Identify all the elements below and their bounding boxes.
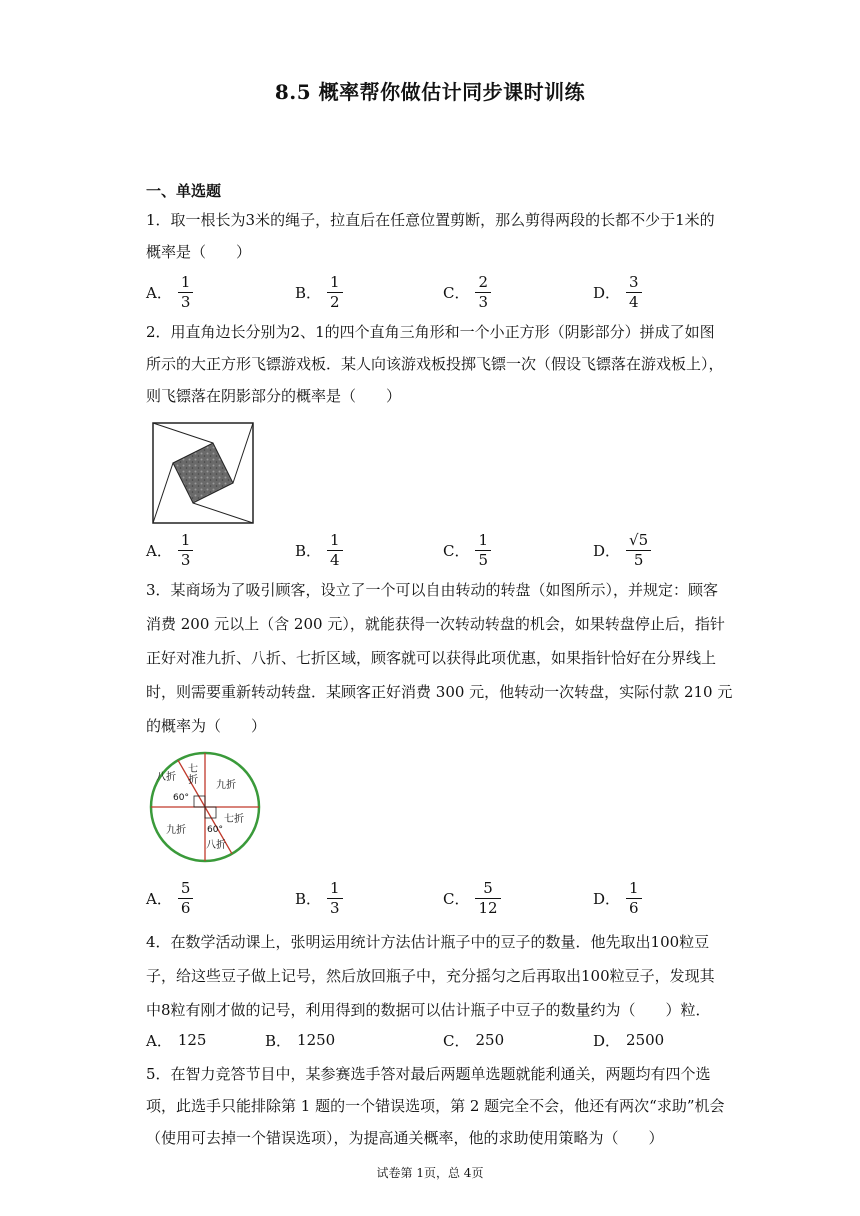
- denominator: 4: [330, 550, 340, 569]
- wheel-angle-top: 60°: [173, 793, 189, 803]
- q3-option-d[interactable]: [593, 876, 642, 920]
- option-label: D．: [593, 1031, 621, 1050]
- wheel-label-eight-top: 八折: [156, 772, 176, 783]
- denominator: 2: [330, 292, 340, 311]
- numerator: 1: [180, 272, 191, 291]
- fraction: [475, 531, 491, 570]
- option-value: 2500: [626, 1031, 665, 1049]
- denominator: 6: [180, 898, 191, 917]
- option-label: D．: [593, 283, 621, 302]
- numerator: 1: [330, 530, 340, 549]
- fraction: [178, 273, 194, 312]
- q5-line-2: 项，此选手只能排除第 1 题的一个错误选项，第 2 题完全不会，他还有两次“求助”机会: [146, 1097, 725, 1115]
- q4-line-1: 4．在数学活动课上，张明运用统计方法估计瓶子中的豆子的数量．他先取出100粒豆: [146, 933, 710, 951]
- q2-option-a[interactable]: [146, 528, 193, 572]
- q3-line-1: 3．某商场为了吸引顾客，设立了一个可以自由转动的转盘（如图所示），并规定：顾客: [146, 581, 719, 599]
- q4-line-2: 子，给这些豆子做上记号，然后放回瓶子中，充分摇匀之后再取出100粒豆子，发现其: [146, 967, 715, 985]
- dart-board-figure: [152, 422, 254, 524]
- numerator: 3: [629, 272, 639, 291]
- numerator: 5: [180, 878, 191, 897]
- q1-option-c[interactable]: [443, 270, 491, 314]
- option-label: D．: [593, 889, 621, 908]
- q4-option-a[interactable]: [146, 1028, 206, 1052]
- q1-line-1: 1．取一根长为3米的绳子，拉直后在任意位置剪断，那么剪得两段的长都不少于1米的: [146, 211, 715, 229]
- numerator: 1: [478, 530, 489, 549]
- denominator: 3: [180, 550, 191, 569]
- numerator: 5: [483, 878, 493, 897]
- denominator: 4: [629, 292, 639, 311]
- q1-option-b[interactable]: [295, 270, 343, 314]
- option-value: 250: [475, 1031, 505, 1049]
- fraction: [626, 273, 642, 312]
- wheel-angle-bottom: 60°: [207, 825, 223, 835]
- numerator: 1: [629, 878, 639, 897]
- q2-line-3: 则飞镖落在阴影部分的概率是（ ）: [146, 387, 402, 405]
- denominator: 3: [330, 898, 340, 917]
- option-label: C．: [443, 889, 470, 908]
- numerator: √5: [629, 530, 649, 549]
- q2-line-2: 所示的大正方形飞镖游戏板．某人向该游戏板投掷飞镖一次（假设飞镖落在游戏板上），: [146, 355, 724, 373]
- denominator: 5: [478, 550, 489, 569]
- wheel-label-seven-right: 七折: [224, 814, 244, 825]
- option-label: C．: [443, 1031, 470, 1050]
- fraction: [475, 273, 491, 312]
- option-label: B．: [295, 889, 322, 908]
- q2-line-1: 2．用直角边长分别为2、1的四个直角三角形和一个小正方形（阴影部分）拼成了如图: [146, 323, 715, 341]
- wheel-label-nine-left: 九折: [166, 825, 186, 836]
- option-value: 1250: [297, 1031, 336, 1049]
- option-label: A．: [146, 283, 172, 302]
- numerator: 1: [180, 530, 191, 549]
- q3-option-b[interactable]: [295, 876, 343, 920]
- q1-option-a[interactable]: [146, 270, 193, 314]
- denominator: 6: [629, 898, 639, 917]
- q5-line-3: （使用可去掉一个错误选项），为提高通关概率，他的求助使用策略为（ ）: [146, 1129, 664, 1147]
- q3-line-5: 的概率为（ ）: [146, 717, 267, 735]
- page-title: 8.5 概率帮你做估计同步课时训练: [274, 80, 586, 104]
- q4-line-3: 中8粒有刚才做的记号，利用得到的数据可以估计瓶子中豆子的数量约为（ ）粒．: [146, 1001, 711, 1019]
- option-label: C．: [443, 283, 470, 302]
- denominator: 3: [180, 292, 191, 311]
- q3-option-c[interactable]: [443, 876, 501, 920]
- option-label: A．: [146, 541, 172, 560]
- fraction: [178, 531, 194, 570]
- q3-options: [146, 876, 726, 920]
- q2-option-b[interactable]: [295, 528, 343, 572]
- section-heading: 一、单选题: [146, 182, 222, 200]
- q4-option-d[interactable]: [593, 1028, 664, 1052]
- option-label: B．: [295, 283, 322, 302]
- q2-option-c[interactable]: [443, 528, 491, 572]
- option-value: 125: [177, 1031, 207, 1049]
- prize-wheel-figure: [146, 750, 264, 864]
- q5-line-1: 5．在智力竞答节目中，某参赛选手答对最后两题单选题就能利通关，两题均有四个选: [146, 1065, 711, 1083]
- q1-options: [146, 270, 726, 314]
- wheel-label-seven-top-2: 折: [188, 775, 198, 786]
- option-label: A．: [146, 889, 172, 908]
- numerator: 2: [478, 272, 489, 291]
- fraction: [626, 531, 651, 570]
- option-label: B．: [295, 541, 322, 560]
- denominator: 3: [478, 292, 489, 311]
- wheel-label-eight-bottom: 八折: [206, 840, 226, 851]
- fraction: [178, 879, 194, 918]
- wheel-label-nine-right: 九折: [216, 780, 236, 791]
- q1-option-d[interactable]: [593, 270, 642, 314]
- page-footer: 试卷第 1页，总 4页: [376, 1166, 484, 1180]
- wheel-label-seven-top-1: 七: [188, 764, 198, 775]
- q4-option-c[interactable]: [443, 1028, 504, 1052]
- fraction: [327, 879, 343, 918]
- numerator: 1: [330, 272, 340, 291]
- q4-options: [146, 1028, 726, 1052]
- option-label: C．: [443, 541, 470, 560]
- q2-option-d[interactable]: [593, 528, 651, 572]
- numerator: 1: [330, 878, 340, 897]
- fraction: [475, 879, 500, 918]
- option-label: A．: [146, 1031, 172, 1050]
- q3-option-a[interactable]: [146, 876, 193, 920]
- option-label: D．: [593, 541, 621, 560]
- q3-line-3: 正好对准九折、八折、七折区域，顾客就可以获得此项优惠，如果指针恰好在分界线上: [146, 649, 717, 667]
- fraction: [327, 273, 343, 312]
- q1-line-2: 概率是（ ）: [146, 243, 252, 261]
- denominator: 5: [633, 550, 644, 569]
- denominator: 12: [478, 898, 498, 917]
- q4-option-b[interactable]: [265, 1028, 335, 1052]
- q2-options: [146, 528, 726, 572]
- q3-line-2: 消费 200 元以上（含 200 元），就能获得一次转动转盘的机会，如果转盘停止后，指针: [146, 615, 725, 633]
- fraction: [327, 531, 343, 570]
- option-label: B．: [265, 1031, 292, 1050]
- q3-line-4: 时，则需要重新转动转盘．某顾客正好消费 300 元，他转动一次转盘，实际付款 210 元: [146, 683, 733, 701]
- fraction: [626, 879, 642, 918]
